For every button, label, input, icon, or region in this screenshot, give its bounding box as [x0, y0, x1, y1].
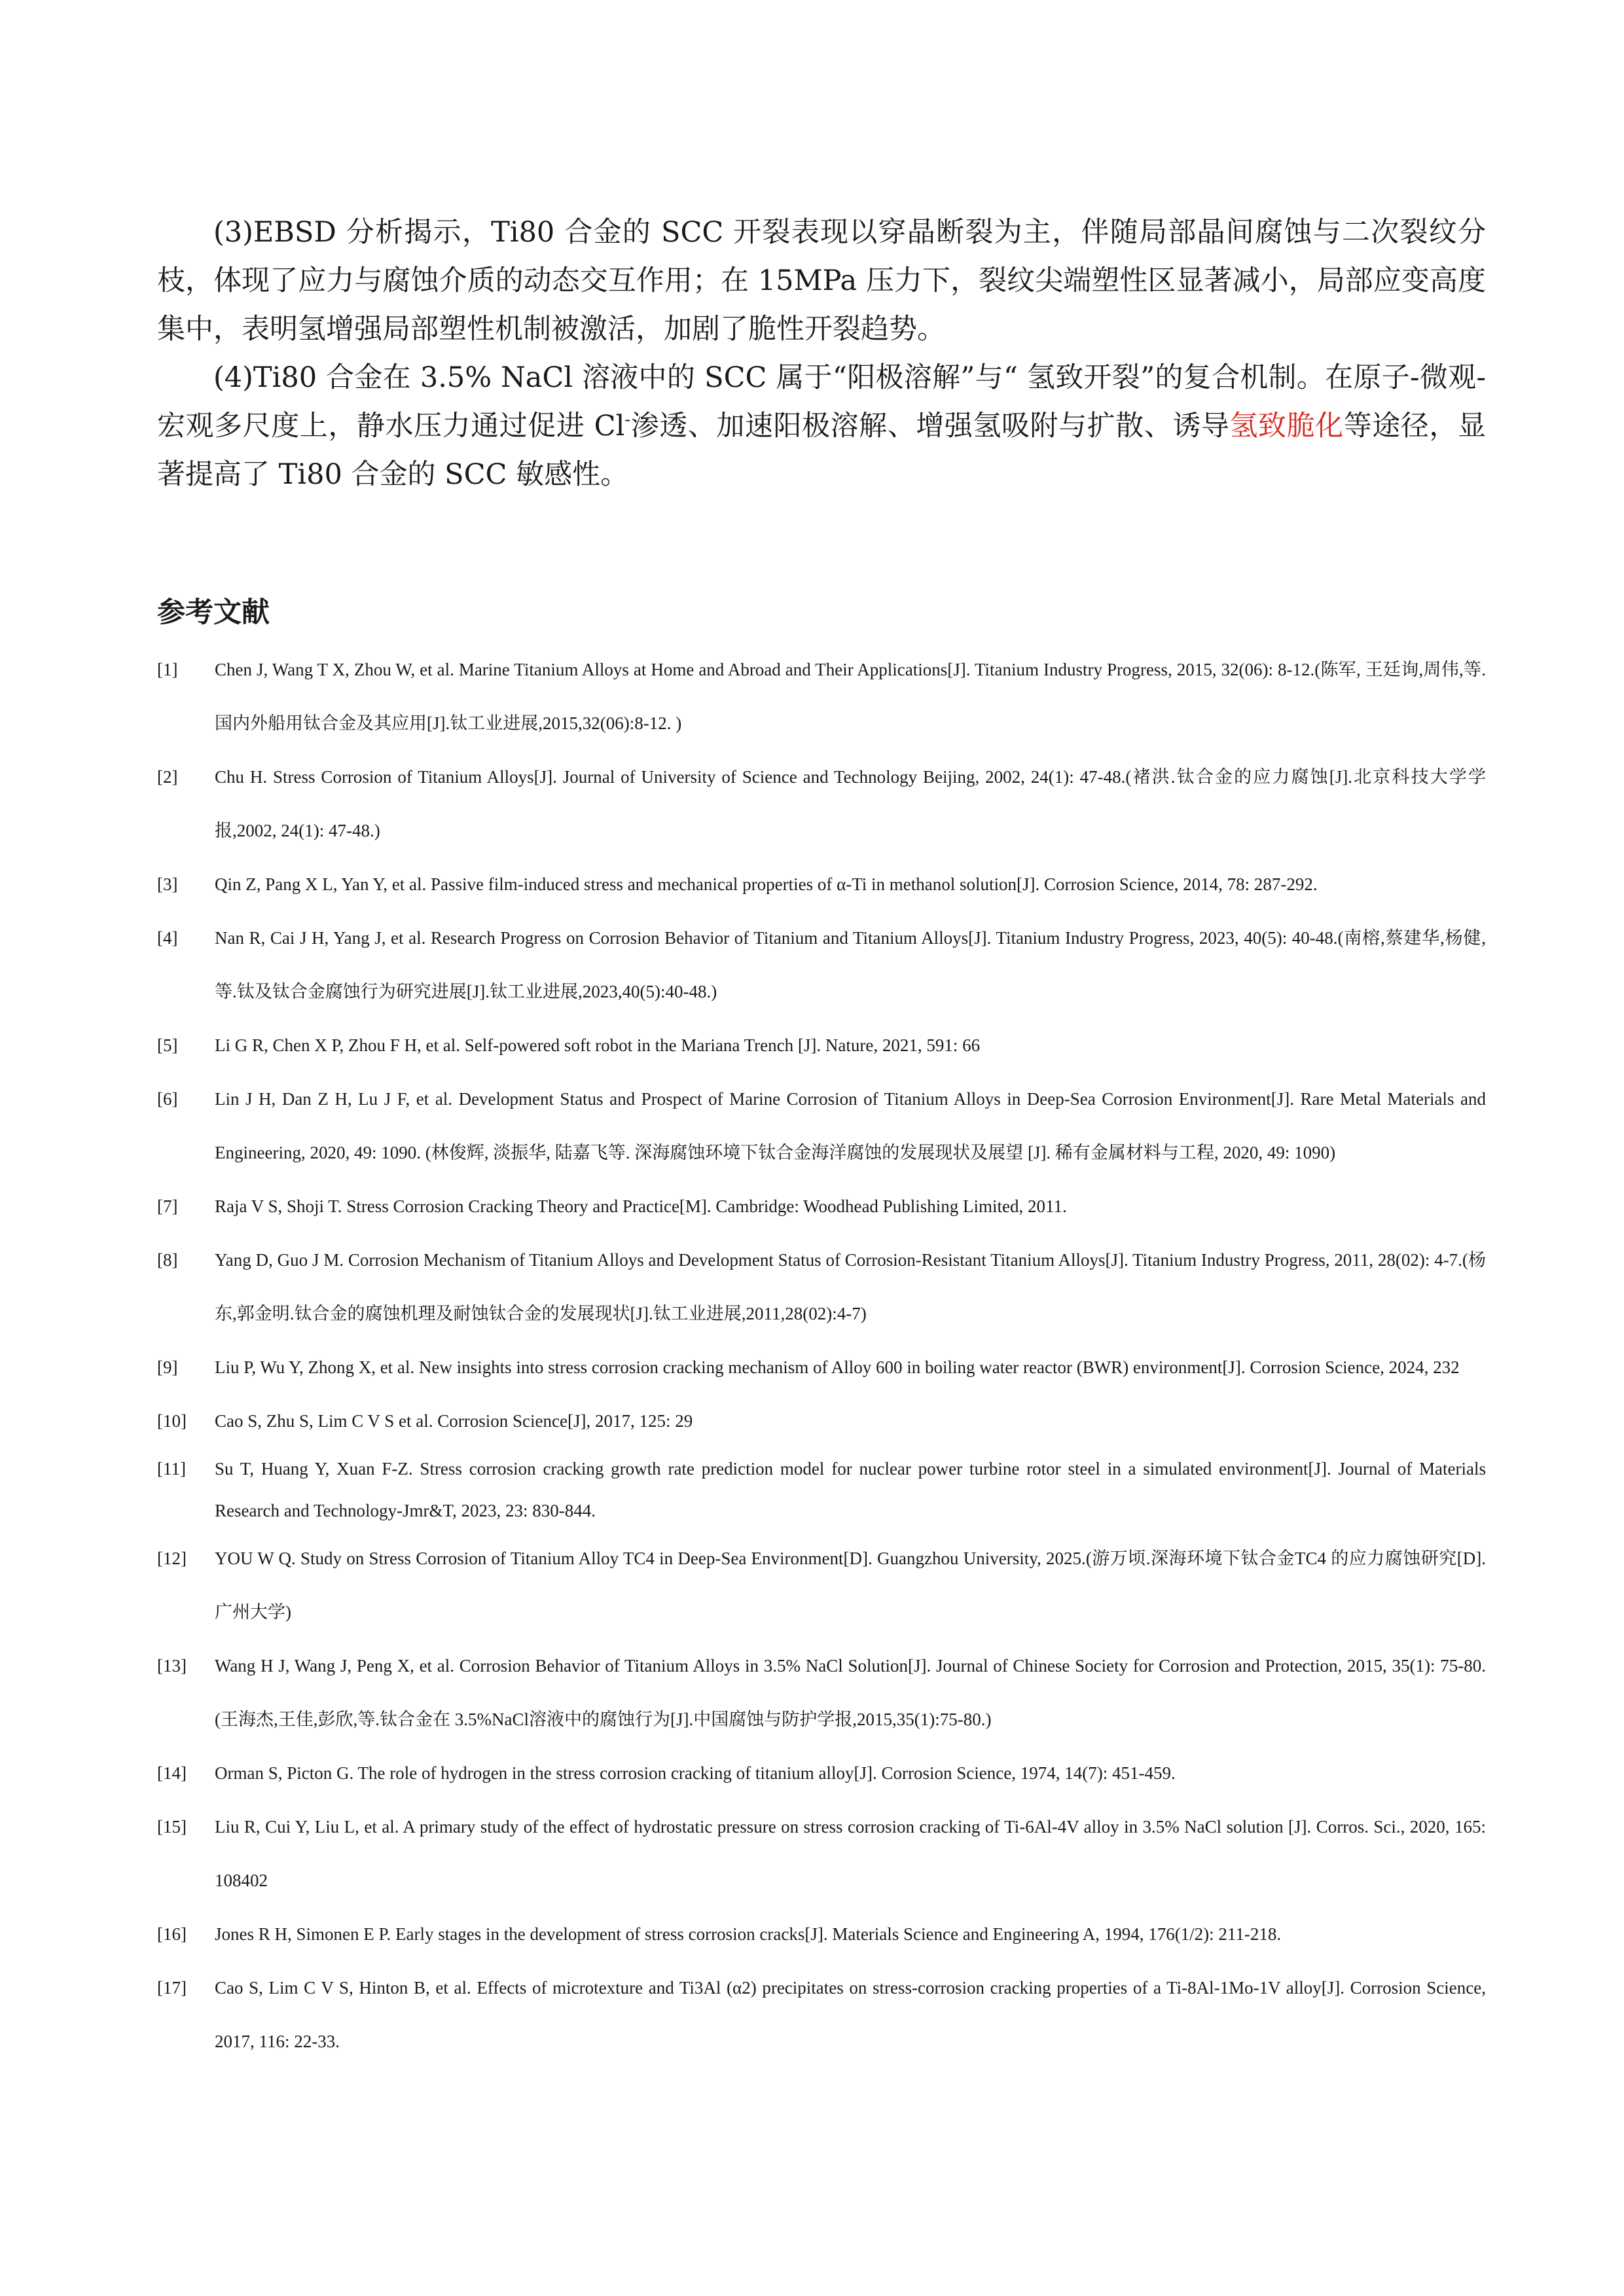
reference-text: Raja V S, Shoji T. Stress Corrosion Cracking Theory and Practice[M]. Cambridge: Woodhead Publishing Limited, 2011. [215, 1196, 1067, 1216]
reference-item [157, 1179, 1486, 1233]
reference-text: Cao S, Lim C V S, Hinton B, et al. Effects of microtexture and Ti3Al (α2) precipitates on stress-corrosion cracking properties of a Ti-8Al-1Mo-1V alloy[J]. Corrosion Science, 2017, 116: 22-33. [215, 1978, 1486, 2051]
chloride-superscript: - [624, 410, 631, 430]
reference-item [157, 857, 1486, 911]
conclusions-section [157, 208, 1486, 499]
conclusion-4-text-c: 等途径，显著提高了 Ti80 合金的 SCC 敏感性。 [157, 410, 1486, 491]
reference-number: [17] [157, 1978, 187, 1998]
reference-number: [5] [157, 1035, 178, 1055]
reference-text: Qin Z, Pang X L, Yan Y, et al. Passive film-induced stress and mechanical properties of α-Ti in methanol solution[J]. Corrosion Science, 2014, 78: 287-292. [215, 874, 1318, 894]
reference-number: [9] [157, 1357, 178, 1377]
reference-text: Yang D, Guo J M. Corrosion Mechanism of Titanium Alloys and Development Status of Corrosion-Resistant Titanium Alloys[J]. Titanium Industry Progress, 2011, 28(02): 4-7.(杨东,郭金明.钛合金的腐蚀机理及耐蚀钛合金的发展现状[J].钛工业进展,2011,28(02):4-7) [215, 1250, 1486, 1323]
reference-number: [16] [157, 1924, 187, 1944]
reference-text: Chu H. Stress Corrosion of Titanium Alloys[J]. Journal of University of Science and Technology Beijing, 2002, 24(1): 47-48.(褚洪.钛合金的应力腐蚀[J].北京科技大学学报,2002, 24(1): 47-48.) [215, 767, 1486, 840]
reference-number: [12] [157, 1549, 187, 1568]
reference-number: [3] [157, 874, 178, 894]
reference-list [157, 643, 1486, 2068]
reference-text: Jones R H, Simonen E P. Early stages in the development of stress corrosion cracks[J]. Materials Science and Engineering A, 1994, 176(1/2): 211-218. [215, 1924, 1282, 1944]
reference-number: [10] [157, 1411, 187, 1431]
reference-text: Cao S, Zhu S, Lim C V S et al. Corrosion Science[J], 2017, 125: 29 [215, 1411, 693, 1431]
reference-item [157, 1961, 1486, 2068]
reference-item [157, 1639, 1486, 1746]
reference-item [157, 1532, 1486, 1639]
reference-item [157, 750, 1486, 857]
reference-number: [14] [157, 1763, 187, 1783]
reference-item [157, 1907, 1486, 1961]
conclusion-4-text-a: (4)Ti80 合金在 3.5% NaCl 溶液中的 SCC 属于“阳极溶解”与“ 氢致开裂”的复合机制。在原子-微观-宏观多尺度上，静水压力通过促进 Cl [157, 361, 1486, 442]
reference-text: Liu R, Cui Y, Liu L, et al. A primary study of the effect of hydrostatic pressure on stress corrosion cracking of Ti-6Al-4V alloy in 3.5% NaCl solution [J]. Corros. Sci., 2020, 165: 108402 [215, 1817, 1486, 1890]
reference-number: [1] [157, 660, 178, 679]
reference-item [157, 1340, 1486, 1394]
reference-item [157, 1394, 1486, 1448]
reference-text: Li G R, Chen X P, Zhou F H, et al. Self-powered soft robot in the Mariana Trench [J]. Nature, 2021, 591: 66 [215, 1035, 981, 1055]
reference-number: [7] [157, 1196, 178, 1216]
reference-number: [2] [157, 767, 178, 787]
reference-text: YOU W Q. Study on Stress Corrosion of Titanium Alloy TC4 in Deep-Sea Environment[D]. Guangzhou University, 2025.(游万顷.深海环境下钛合金TC4 的应力腐蚀研究[D].广州大学) [215, 1549, 1486, 1622]
reference-text: Orman S, Picton G. The role of hydrogen in the stress corrosion cracking of titanium alloy[J]. Corrosion Science, 1974, 14(7): 451-459. [215, 1763, 1176, 1783]
reference-text: Liu P, Wu Y, Zhong X, et al. New insights into stress corrosion cracking mechanism of Alloy 600 in boiling water reactor (BWR) environment[J]. Corrosion Science, 2024, 232 [215, 1357, 1460, 1377]
reference-item [157, 1018, 1486, 1072]
reference-text: Chen J, Wang T X, Zhou W, et al. Marine Titanium Alloys at Home and Abroad and Their Applications[J]. Titanium Industry Progress, 2015, 32(06): 8-12.(陈军, 王廷询,周伟,等.国内外船用钛合金及其应用[J].钛工业进展,2015,32(06):8-12. ) [215, 660, 1486, 733]
reference-text: Wang H J, Wang J, Peng X, et al. Corrosion Behavior of Titanium Alloys in 3.5% NaCl Solution[J]. Journal of Chinese Society for Corrosion and Protection, 2015, 35(1): 75-80.(王海杰,王佳,彭欣,等.钛合金在 3.5%NaCl溶液中的腐蚀行为[J].中国腐蚀与防护学报,2015,35(1):75-80.) [215, 1656, 1486, 1729]
reference-number: [6] [157, 1089, 178, 1109]
reference-text: Nan R, Cai J H, Yang J, et al. Research Progress on Corrosion Behavior of Titanium and Titanium Alloys[J]. Titanium Industry Progress, 2023, 40(5): 40-48.(南榕,蔡建华,杨健,等.钛及钛合金腐蚀行为研究进展[J].钛工业进展,2023,40(5):40-48.) [215, 928, 1486, 1001]
highlighted-term: 氢致脆化 [1229, 410, 1344, 442]
reference-item [157, 911, 1486, 1018]
reference-number: [11] [157, 1459, 186, 1479]
reference-item [157, 1072, 1486, 1179]
reference-text: Lin J H, Dan Z H, Lu J F, et al. Development Status and Prospect of Marine Corrosion of Titanium Alloys in Deep-Sea Corrosion Environment[J]. Rare Metal Materials and Engineering, 2020, 49: 1090. (林俊辉, 淡振华, 陆嘉飞等. 深海腐蚀环境下钛合金海洋腐蚀的发展现状及展望 [J]. 稀有金属材料与工程, 2020, 49: 1090) [215, 1089, 1486, 1162]
reference-item [157, 643, 1486, 750]
reference-item [157, 1448, 1486, 1532]
reference-number: [15] [157, 1817, 187, 1837]
reference-item [157, 1800, 1486, 1907]
reference-number: [8] [157, 1250, 178, 1270]
conclusion-4-text-b: 渗透、加速阳极溶解、增强氢吸附与扩散、诱导 [630, 410, 1230, 442]
references-heading: 参考文献 [157, 596, 270, 629]
reference-number: [4] [157, 928, 178, 948]
conclusion-paragraph-3: (3)EBSD 分析揭示，Ti80 合金的 SCC 开裂表现以穿晶断裂为主，伴随局部晶间腐蚀与二次裂纹分枝，体现了应力与腐蚀介质的动态交互作用；在 15MPa 压力下，裂纹尖端塑性区显著减小，局部应变高度集中，表明氢增强局部塑性机制被激活，加剧了脆性开裂趋势。 [157, 216, 1486, 346]
reference-item [157, 1233, 1486, 1340]
reference-item [157, 1746, 1486, 1800]
reference-number: [13] [157, 1656, 187, 1676]
reference-text: Su T, Huang Y, Xuan F-Z. Stress corrosion cracking growth rate prediction model for nuclear power turbine rotor steel in a simulated environment[J]. Journal of Materials Research and Technology-Jmr&T, 2023, 23: 830-844. [215, 1459, 1486, 1520]
conclusion-paragraph-4 [157, 353, 1486, 499]
